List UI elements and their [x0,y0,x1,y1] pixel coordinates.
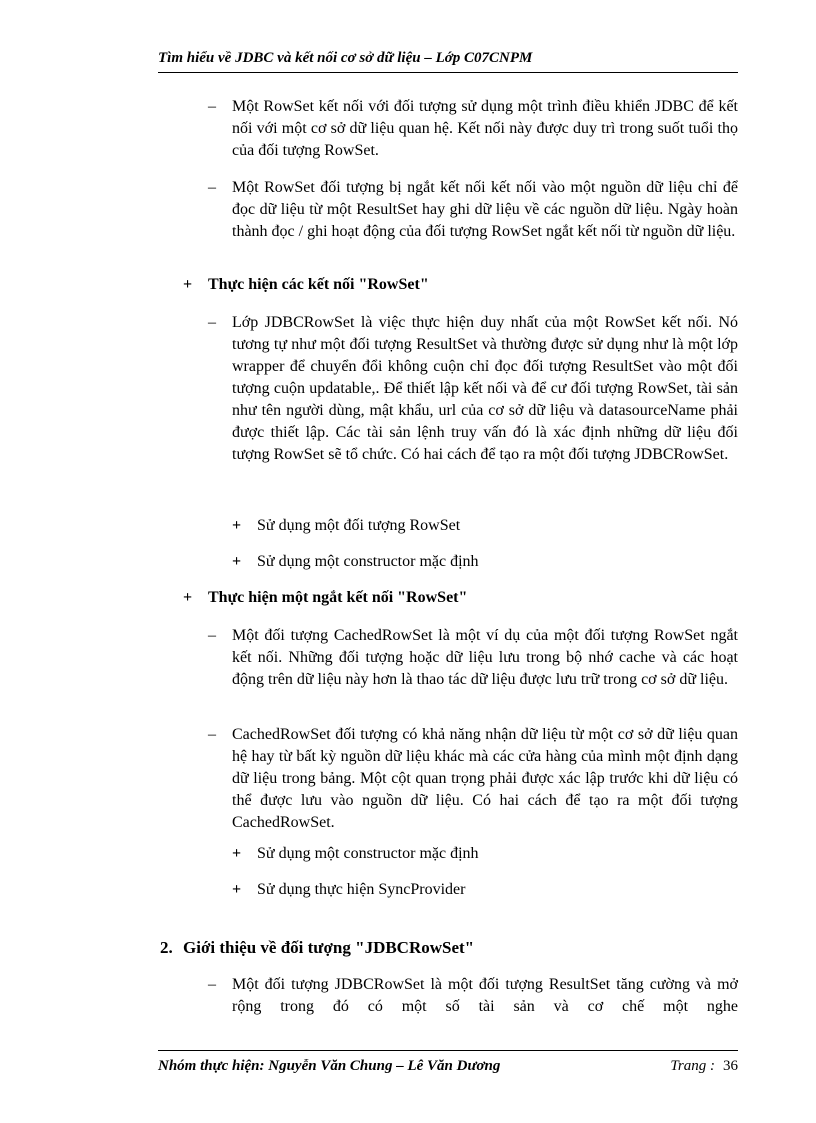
footer-authors: Nhóm thực hiện: Nguyễn Văn Chung – Lê Văn Dương [158,1058,501,1074]
list-item-text: Sử dụng thực hiện SyncProvider [257,881,466,898]
list-item-text: Sử dụng một constructor mặc định [257,553,479,570]
dash-bullet: – [208,976,216,993]
dash-bullet: – [208,98,216,115]
plus-bullet: + [232,553,242,570]
paragraph: CachedRowSet đối tượng có khả năng nhận dữ liệu từ một cơ sở dữ liệu quan hệ hay từ bất kỳ nguồn dữ liệu khác mà các cửa hàng của mình một định dạng dữ liệu trong bảng. Một cột quan trọng phải được xác lập trước khi dữ liệu có thể được lưu vào nguồn dữ liệu. Có hai cách để tạo ra một đối tượng CachedRowSet. [232,726,738,831]
paragraph: Một đối tượng CachedRowSet là một ví dụ của một đối tượng RowSet ngắt kết nối. Những đối tượng hoặc dữ liệu lưu trong bộ nhớ cache và các hoạt động trên dữ liệu này hơn là thao tác dữ liệu được lưu trữ trong cơ sở dữ liệu. [232,627,738,688]
page-header: Tìm hiểu về JDBC và kết nối cơ sở dữ liệu – Lớp C07CNPM [158,50,533,66]
plus-bullet: + [232,845,242,862]
page-number-block [670,1058,738,1075]
plus-bullet: + [183,589,193,606]
header-divider [158,72,738,73]
subheading-text: Thực hiện một ngắt kết nối "RowSet" [208,589,468,606]
dash-bullet: – [208,314,216,331]
plus-bullet: + [183,276,193,293]
paragraph: Lớp JDBCRowSet là việc thực hiện duy nhất của một RowSet kết nối. Nó tương tự như một đối tượng ResultSet và thường được sử dụng như là một lớp wrapper để chuyển đổi không cuộn chỉ đọc đối tượng ResultSet vào một đối tượng cuộn updatable,. Để thiết lập kết nối và để cư đối tượng RowSet, tài sản như tên người dùng, mật khẩu, url của cơ sở dữ liệu và datasourceName phải được thiết lập. Các tài sản lệnh truy vấn đó là xác định những dữ liệu đối tượng RowSet sẽ tổ chức. Có hai cách để tạo ra một đối tượng JDBCRowSet. [232,314,738,463]
paragraph: Một RowSet đối tượng bị ngắt kết nối kết nối vào một nguồn dữ liệu chỉ để đọc dữ liệu từ một ResultSet hay ghi dữ liệu về các nguồn dữ liệu. Ngày hoàn thành đọc / ghi hoạt động của đối tượng RowSet ngắt kết nối từ nguồn dữ liệu. [232,179,738,240]
paragraph: Một RowSet kết nối với đối tượng sử dụng một trình điều khiển JDBC để kết nối với một cơ sở dữ liệu quan hệ. Kết nối này được duy trì trong suốt tuổi thọ của đối tượng RowSet. [232,98,738,159]
page-number: 36 [723,1058,738,1074]
list-item-text: Sử dụng một đối tượng RowSet [257,517,461,534]
footer-divider [158,1050,738,1051]
paragraph: Một đối tượng JDBCRowSet là một đối tượng ResultSet tăng cường và mở rộng trong đó có một số tài sản và cơ chế một nghe [232,976,738,1015]
plus-bullet: + [232,517,242,534]
plus-bullet: + [232,881,242,898]
dash-bullet: – [208,627,216,644]
section-number: 2. [160,938,173,957]
dash-bullet: – [208,179,216,196]
list-item-text: Sử dụng một constructor mặc định [257,845,479,862]
section-title: Giới thiệu về đối tượng "JDBCRowSet" [183,938,475,957]
page-label: Trang : [670,1058,715,1074]
dash-bullet: – [208,726,216,743]
subheading-text: Thực hiện các kết nối "RowSet" [208,276,429,293]
